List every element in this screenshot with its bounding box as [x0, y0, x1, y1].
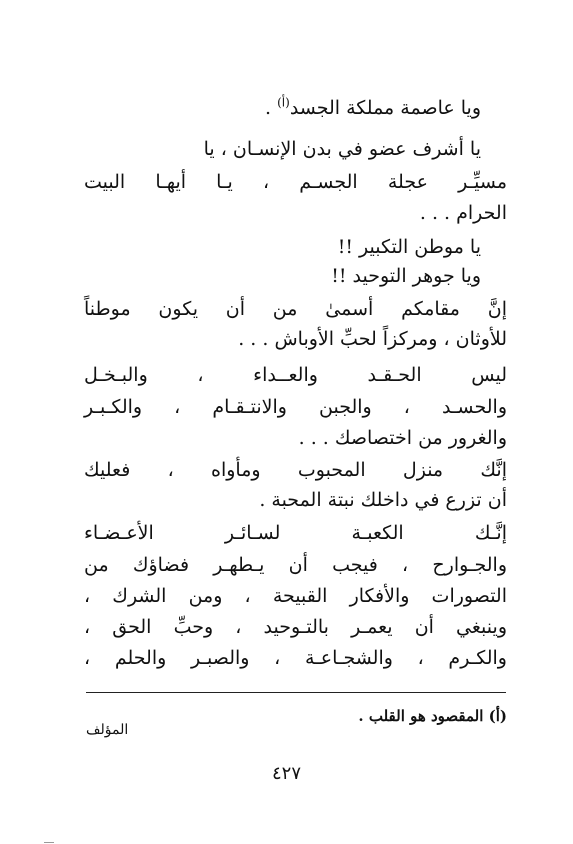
author-label: المؤلف [86, 722, 129, 738]
text-line: مسيِّـر عجلة الجسـم ، يـا أيهـا البيت [84, 171, 507, 193]
text-line: الحرام . . . [419, 202, 507, 224]
line-text: ويا عاصمة مملكة الجسد [289, 97, 481, 119]
text-line: إنَّ مقامكم أسمىٰ من أن يكون موطناً [84, 298, 507, 320]
text-line: ليس الحـقـد والعــداء ، والبـخـل [84, 364, 507, 386]
text-line: ويا جوهر التوحيد !! [331, 265, 481, 287]
text-line: أن تزرع في داخلك نبتة المحبة . [259, 489, 507, 511]
text-line: وينبغي أن يعمـر بالتـوحيد ، وحبِّ الحق ، [84, 616, 507, 638]
footnote-marker: (أ) [277, 95, 290, 110]
footnote-divider [86, 692, 506, 693]
text-line [265, 94, 481, 122]
footnote: (أ) المقصود هو القلب . [358, 707, 507, 725]
text-line: إنَّـك الكعبـة لسـائـر الأعـضـاء [84, 522, 507, 544]
text-line: إنَّك منزل المحبوب ومأواه ، فعليك [84, 459, 507, 481]
text-line: يا موطن التكبير !! [337, 236, 481, 258]
line-tail: . [265, 97, 278, 119]
text-line: والغرور من اختصاصك . . . [298, 427, 507, 449]
text-line: والكـرم ، والشجـاعـة ، والصبـر والحلم ، [84, 647, 507, 669]
text-line: للأوثان ، ومركزاً لحبِّ الأوباش . . . [238, 328, 507, 350]
page-number: ٤٢٧ [271, 763, 301, 784]
text-line: والجـوارح ، فيجب أن يـطهـر فضاؤك من [84, 554, 507, 576]
margin-mark [44, 842, 54, 843]
text-line: يا أشرف عضو في بدن الإنسـان ، يا [203, 138, 481, 160]
text-line: التصورات والأفكار القبيحة ، ومن الشرك ، [84, 585, 507, 607]
text-line: والحسـد ، والجبن والانتـقـام ، والكـبـر [84, 396, 507, 418]
